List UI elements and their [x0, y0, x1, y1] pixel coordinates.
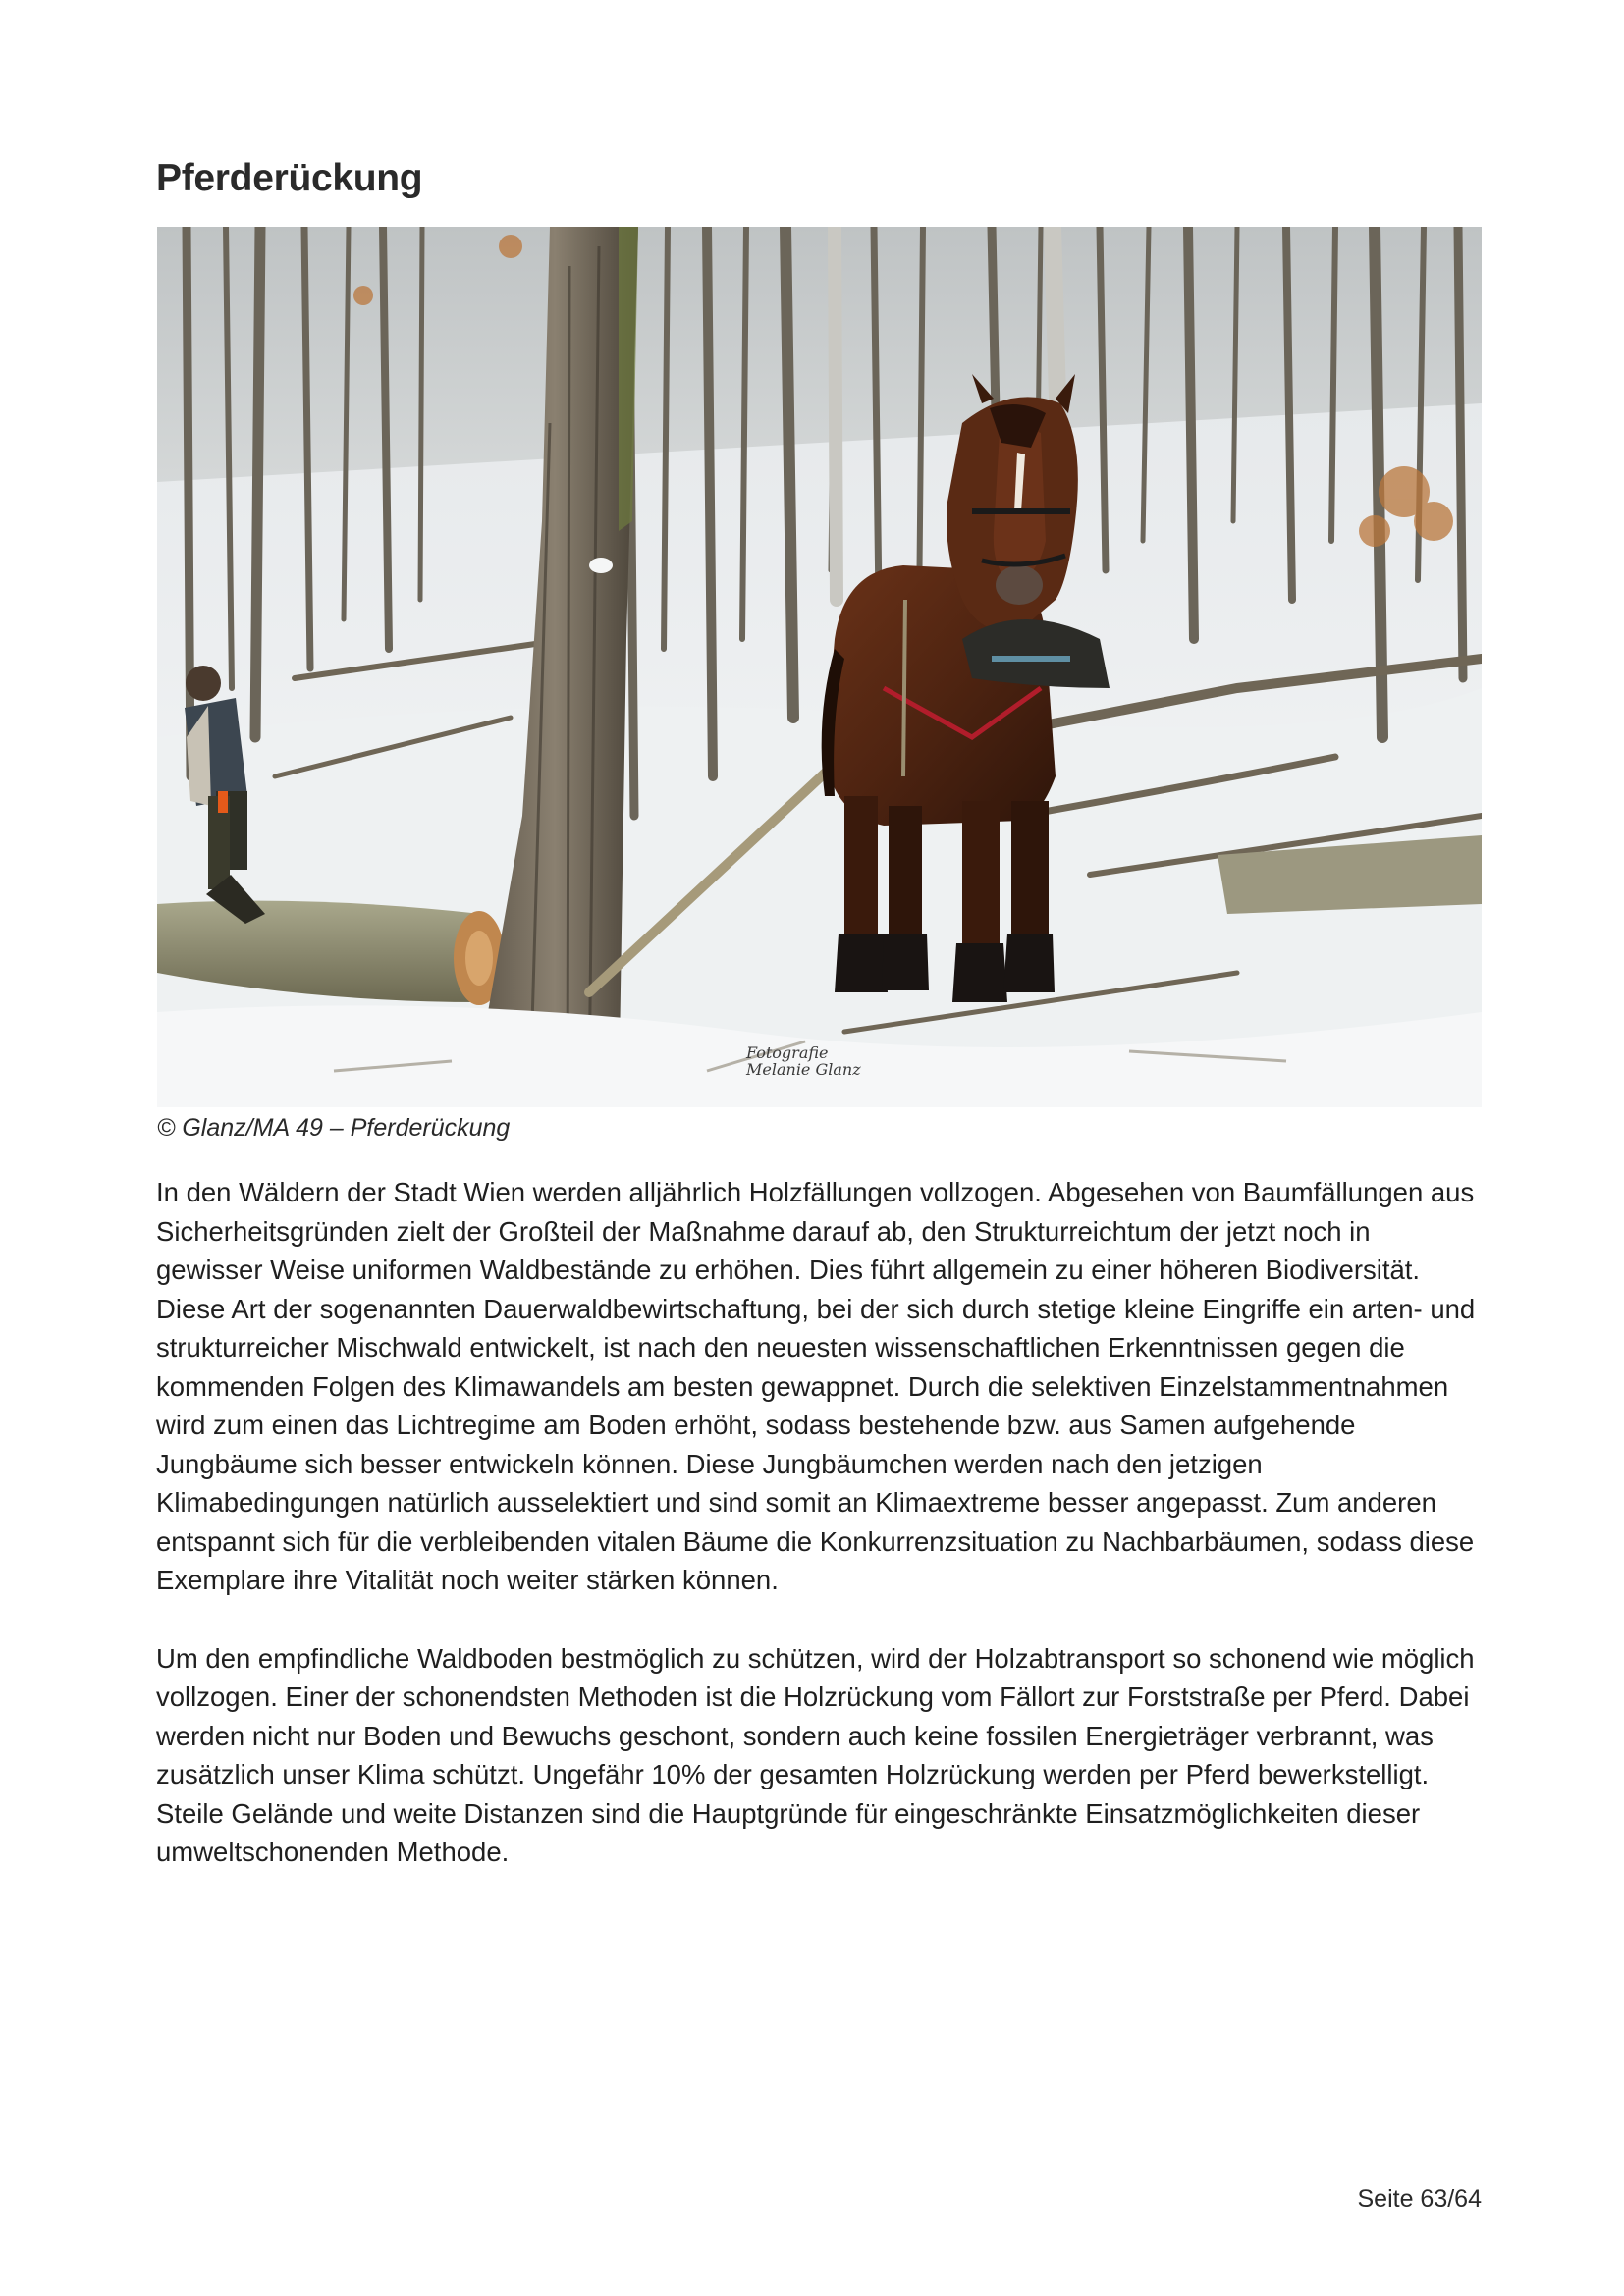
body-text: [156, 1173, 1484, 1911]
page-title: Pferderückung: [156, 157, 423, 199]
page-number: Seite 63/64: [1357, 2185, 1482, 2213]
watermark-line2: Melanie Glanz: [746, 1060, 861, 1079]
watermark-line1: Fotografie: [746, 1043, 829, 1062]
paragraph: In den Wäldern der Stadt Wien werden alljährlich Holzfällungen vollzogen. Abgesehen von Baumfällungen aus Sicherheitsgründen zielt der Großteil der Maßnahme darauf ab, den Strukturreichtum der jetzt noch in gewisser Weise uniformen Waldbestände zu erhöhen. Dies führt allgemein zu einer höheren Biodiversität. Diese Art der sogenannten Dauerwaldbewirtschaftung, bei der sich durch stetige kleine Eingriffe ein arten- und strukturreicher Mischwald entwickelt, ist nach den neuesten wissenschaftlichen Erkenntnissen gegen die kommenden Folgen des Klimawandels am besten gewappnet. Durch die selektiven Einzelstammentnahmen wird zum einen das Lichtregime am Boden erhöht, sodass bestehende bzw. aus Samen aufgehende Jungbäume sich besser entwickeln können. Diese Jungbäumchen werden nach den jetzigen Klimabedingungen natürlich ausselektiert und sind somit an Klimaextreme besser angepasst. Zum anderen entspannt sich für die verbleibenden vitalen Bäume die Konkurrenzsituation zu Nachbarbäumen, sodass diese Exemplare ihre Vitalität noch weiter stärken können.: [156, 1177, 1476, 1595]
forest-horse-photo: [157, 227, 1482, 1107]
paragraph: Um den empfindliche Waldboden bestmöglich zu schützen, wird der Holzabtransport so schonend wie möglich vollzogen. Einer der schonendsten Methoden ist die Holzrückung vom Fällort zur Forststraße per Pferd. Dabei werden nicht nur Boden und Bewuchs geschont, sondern auch keine fossilen Energieträger verbrannt, was zusätzlich unser Klima schützt. Ungefähr 10% der gesamten Holzrückung werden per Pferd bewerkstelligt. Steile Gelände und weite Distanzen sind die Hauptgründe für eingeschränkte Einsatzmöglichkeiten dieser umweltschonenden Methode.: [156, 1642, 1475, 1867]
image-caption: © Glanz/MA 49 – Pferderückung: [157, 1114, 511, 1142]
photo-watermark: [746, 1044, 861, 1078]
